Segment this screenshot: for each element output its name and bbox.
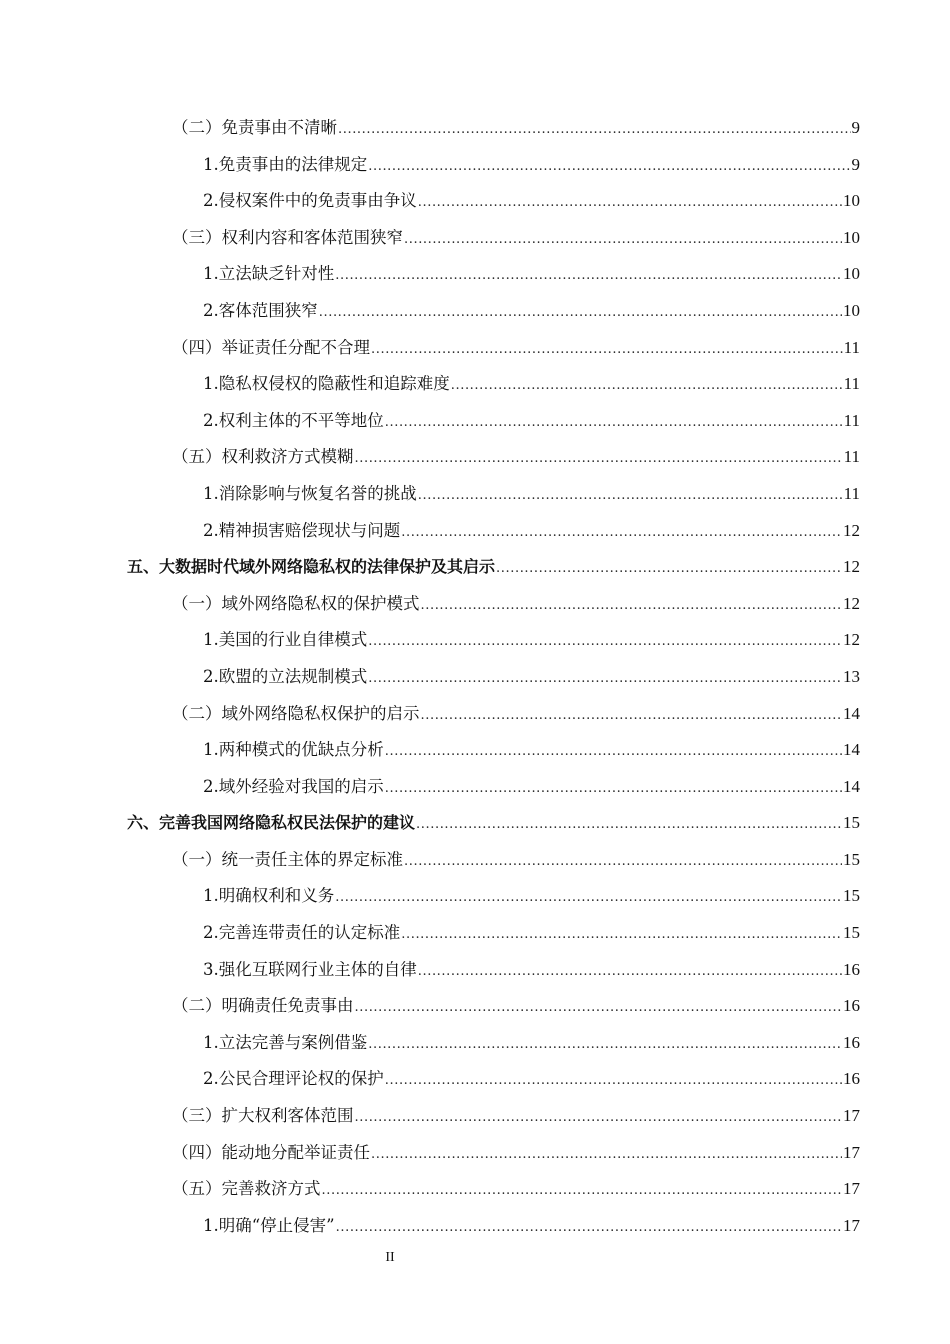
toc-entry-line [172, 336, 860, 362]
toc-entry-number: （三） [172, 1106, 222, 1126]
toc-entry[interactable] [0, 330, 950, 367]
toc-entry[interactable] [0, 988, 950, 1025]
toc-entry[interactable] [0, 1098, 950, 1135]
toc-entry-page: 16 [843, 996, 860, 1016]
dot-leader [385, 411, 843, 435]
toc-entry-title: 客体范围狭窄 [218, 300, 318, 320]
toc-entry-title: 侵权案件中的免责事由争议 [218, 191, 417, 211]
toc-entry-number: 1. [203, 630, 219, 650]
toc-entry-page: 17 [843, 1142, 860, 1162]
toc-entry[interactable] [0, 147, 950, 184]
toc-entry-page: 16 [843, 1032, 860, 1052]
toc-entry-page: 13 [843, 666, 860, 686]
toc-entry-number: 五、 [127, 557, 160, 577]
dot-leader [335, 264, 842, 288]
toc-entry-page: 9 [851, 118, 860, 137]
toc-entry-line [172, 592, 860, 618]
toc-entry-line [127, 555, 860, 581]
toc-entry-line [172, 702, 860, 728]
dot-leader [418, 191, 842, 215]
toc-entry-number: 2. [203, 300, 219, 320]
toc-entry-page: 10 [843, 264, 860, 284]
dot-leader [355, 447, 843, 471]
toc-entry-title: 扩大权利客体范围 [221, 1106, 354, 1126]
toc-entry-number: （二） [172, 996, 222, 1016]
toc-entry-line [203, 299, 860, 325]
toc-entry-page: 11 [843, 337, 860, 357]
toc-entry-page: 10 [843, 191, 860, 211]
toc-entry-line [172, 1104, 860, 1130]
toc-entry-title: 明确责任免责事由 [221, 996, 354, 1016]
dot-leader [371, 338, 843, 362]
toc-entry-title: 强化互联网行业主体的自律 [218, 959, 417, 979]
toc-entry-number: （四） [172, 1142, 222, 1162]
toc-entry-number: （三） [172, 227, 222, 247]
toc-entry-title: 立法缺乏针对性 [218, 264, 335, 284]
toc-entry-title: 明确“停止侵害” [218, 1215, 335, 1235]
toc-entry-page: 12 [843, 520, 860, 540]
toc-entry-number: 2. [203, 1069, 219, 1089]
dot-leader [401, 521, 842, 545]
dot-leader [336, 1216, 842, 1240]
dot-leader [401, 923, 842, 947]
toc-entry-line [203, 921, 860, 947]
dot-leader [421, 704, 843, 728]
toc-entry-number: （四） [172, 337, 222, 357]
toc-entry[interactable] [0, 842, 950, 879]
toc-entry[interactable] [0, 110, 950, 147]
dot-leader [385, 777, 842, 801]
toc-entry-title: 明确权利和义务 [218, 886, 335, 906]
toc-entry-line [203, 1067, 860, 1093]
toc-entry-number: 1. [203, 264, 219, 284]
toc-entry-number: （五） [172, 1179, 222, 1199]
toc-entry-line [203, 738, 860, 764]
toc-entry-number: 2. [203, 666, 219, 686]
toc-entry-line [203, 189, 860, 215]
toc-entry-line [172, 226, 860, 252]
dot-leader [368, 630, 842, 654]
toc-entry-page: 15 [843, 813, 860, 833]
toc-entry-number: 1. [203, 374, 219, 394]
page-footer [0, 1250, 950, 1266]
toc-entry-title: 消除影响与恢复名誉的挑战 [218, 483, 417, 503]
toc-entry-page: 14 [843, 703, 860, 723]
dot-leader [404, 850, 842, 874]
toc-entry-number: 1. [203, 1215, 219, 1235]
dot-leader [385, 740, 842, 764]
toc-entry[interactable] [0, 513, 950, 550]
toc-entry-page: 17 [843, 1106, 860, 1126]
toc-entry-line [203, 665, 860, 691]
toc-entry-line [203, 409, 860, 435]
toc-entry-page: 14 [843, 740, 860, 760]
toc-entry[interactable] [0, 1061, 950, 1098]
dot-leader [368, 155, 850, 179]
toc-entry-number: 2. [203, 520, 219, 540]
toc-entry-page: 10 [843, 300, 860, 320]
dot-leader [371, 1143, 842, 1167]
dot-leader [404, 228, 842, 252]
dot-leader [335, 886, 842, 910]
toc-entry[interactable] [0, 622, 950, 659]
toc-entry[interactable] [0, 1025, 950, 1062]
toc-entry-number: （二） [172, 703, 222, 723]
dot-leader [496, 557, 842, 581]
dot-leader [451, 374, 843, 398]
toc-entry-line [203, 262, 860, 288]
toc-entry-title: 两种模式的优缺点分析 [218, 740, 384, 760]
toc-entry[interactable] [0, 549, 950, 586]
toc-entry[interactable] [0, 293, 950, 330]
toc-entry-number: （一） [172, 849, 222, 869]
toc-entry-line [172, 994, 860, 1020]
dot-leader [421, 594, 843, 618]
toc-entry[interactable] [0, 915, 950, 952]
toc-entry[interactable] [0, 696, 950, 733]
toc-entry-number: 2. [203, 923, 219, 943]
toc-entry-line [172, 1177, 860, 1203]
dot-leader [385, 1069, 842, 1093]
toc-entry-line [203, 519, 860, 545]
toc-entry[interactable] [0, 769, 950, 806]
toc-entry-page: 16 [843, 959, 860, 979]
toc-entry-title: 立法完善与案例借鉴 [218, 1032, 368, 1052]
toc-entry-line [172, 116, 860, 142]
toc-entry-page: 11 [843, 447, 860, 467]
toc-entry-page: 10 [843, 227, 860, 247]
toc-entry-title: 欧盟的立法规制模式 [218, 666, 368, 686]
toc-entry-page: 17 [843, 1179, 860, 1199]
dot-leader [368, 1033, 842, 1057]
dot-leader [355, 1106, 843, 1130]
toc-entry-line [203, 958, 860, 984]
toc-entry-line [203, 372, 860, 398]
toc-entry-number: （二） [172, 118, 222, 137]
toc-entry-number: 1. [203, 740, 219, 760]
toc-entry-page: 12 [843, 557, 860, 577]
toc-entry-title: 精神损害赔偿现状与问题 [218, 520, 401, 540]
toc-entry[interactable] [0, 1135, 950, 1172]
dot-leader [322, 1179, 843, 1203]
toc-entry-number: 1. [203, 1032, 219, 1052]
toc-entry-number: 六、 [127, 813, 160, 833]
toc-entry-title: 免责事由的法律规定 [218, 154, 368, 174]
toc-entry-page: 15 [843, 886, 860, 906]
toc-entry-number: （一） [172, 593, 222, 613]
toc-entry[interactable] [0, 878, 950, 915]
toc-entry[interactable] [0, 366, 950, 403]
dot-leader [355, 996, 843, 1020]
toc-entry[interactable] [0, 183, 950, 220]
toc-entry-title: 公民合理评论权的保护 [218, 1069, 384, 1089]
toc-entry-number: 2. [203, 776, 219, 796]
page-number: II [385, 1250, 395, 1265]
toc-entry[interactable] [0, 256, 950, 293]
toc-entry-title: 域外经验对我国的启示 [218, 776, 384, 796]
toc-entry-line [172, 848, 860, 874]
toc-entry-title: 完善我国网络隐私权民法保护的建议 [159, 813, 416, 833]
toc-entry[interactable] [0, 476, 950, 513]
toc-entry-number: 1. [203, 483, 219, 503]
toc-entry-line [203, 628, 860, 654]
dot-leader [416, 813, 842, 837]
toc-entry-page: 9 [851, 154, 860, 174]
dot-leader [338, 118, 851, 142]
toc-entry[interactable] [0, 659, 950, 696]
dot-leader [418, 484, 843, 508]
toc-entry-title: 美国的行业自律模式 [218, 630, 368, 650]
toc-entry-title: 能动地分配举证责任 [221, 1142, 370, 1162]
toc-entry-page: 14 [843, 776, 860, 796]
toc-entry-title: 完善救济方式 [221, 1179, 321, 1199]
toc-entry-page: 11 [843, 483, 860, 503]
toc-entry-page: 15 [843, 849, 860, 869]
toc-entry-line [172, 445, 860, 471]
toc-entry[interactable] [0, 805, 950, 842]
toc-entry-title: 域外网络隐私权的保护模式 [221, 593, 420, 613]
toc-entry-line [203, 884, 860, 910]
toc-entry-title: 域外网络隐私权保护的启示 [221, 703, 420, 723]
toc-entry-page: 11 [843, 374, 860, 394]
toc-entry-title: 大数据时代域外网络隐私权的法律保护及其启示 [159, 557, 496, 577]
dot-leader [368, 667, 842, 691]
dot-leader [319, 301, 842, 325]
toc-entry-title: 免责事由不清晰 [221, 118, 337, 137]
toc-entry[interactable] [0, 1208, 950, 1245]
toc-entry-line [203, 153, 860, 179]
toc-entry-number: 3. [203, 959, 219, 979]
toc-entry-title: 权利主体的不平等地位 [218, 410, 384, 430]
toc-entry-line [203, 1031, 860, 1057]
toc-entry-number: 1. [203, 154, 219, 174]
toc-entry-line [203, 482, 860, 508]
toc-entry-line [127, 811, 860, 837]
toc-entry-line [172, 1141, 860, 1167]
dot-leader [418, 960, 842, 984]
toc-entry[interactable] [0, 403, 950, 440]
table-of-contents [0, 110, 950, 1244]
toc-entry-line [203, 1214, 860, 1240]
toc-entry-line [203, 775, 860, 801]
toc-entry-page: 16 [843, 1069, 860, 1089]
toc-entry[interactable] [0, 732, 950, 769]
toc-entry-page: 17 [843, 1215, 860, 1235]
toc-entry-title: 权利内容和客体范围狭窄 [221, 227, 403, 247]
toc-entry[interactable] [0, 220, 950, 257]
toc-entry-number: 1. [203, 886, 219, 906]
toc-entry-page: 11 [843, 410, 860, 430]
toc-entry[interactable] [0, 586, 950, 623]
toc-entry-title: 举证责任分配不合理 [221, 337, 370, 357]
toc-entry-number: 2. [203, 410, 219, 430]
toc-entry-title: 完善连带责任的认定标准 [218, 923, 401, 943]
toc-entry-title: 隐私权侵权的隐蔽性和追踪难度 [218, 374, 450, 394]
toc-entry-page: 15 [843, 923, 860, 943]
toc-entry-title: 权利救济方式模糊 [221, 447, 354, 467]
toc-entry-title: 统一责任主体的界定标准 [221, 849, 403, 869]
toc-entry-number: （五） [172, 447, 222, 467]
toc-entry-page: 12 [843, 593, 860, 613]
toc-entry-page: 12 [843, 630, 860, 650]
toc-entry[interactable] [0, 952, 950, 989]
toc-entry[interactable] [0, 439, 950, 476]
toc-entry-number: 2. [203, 191, 219, 211]
toc-entry[interactable] [0, 1171, 950, 1208]
